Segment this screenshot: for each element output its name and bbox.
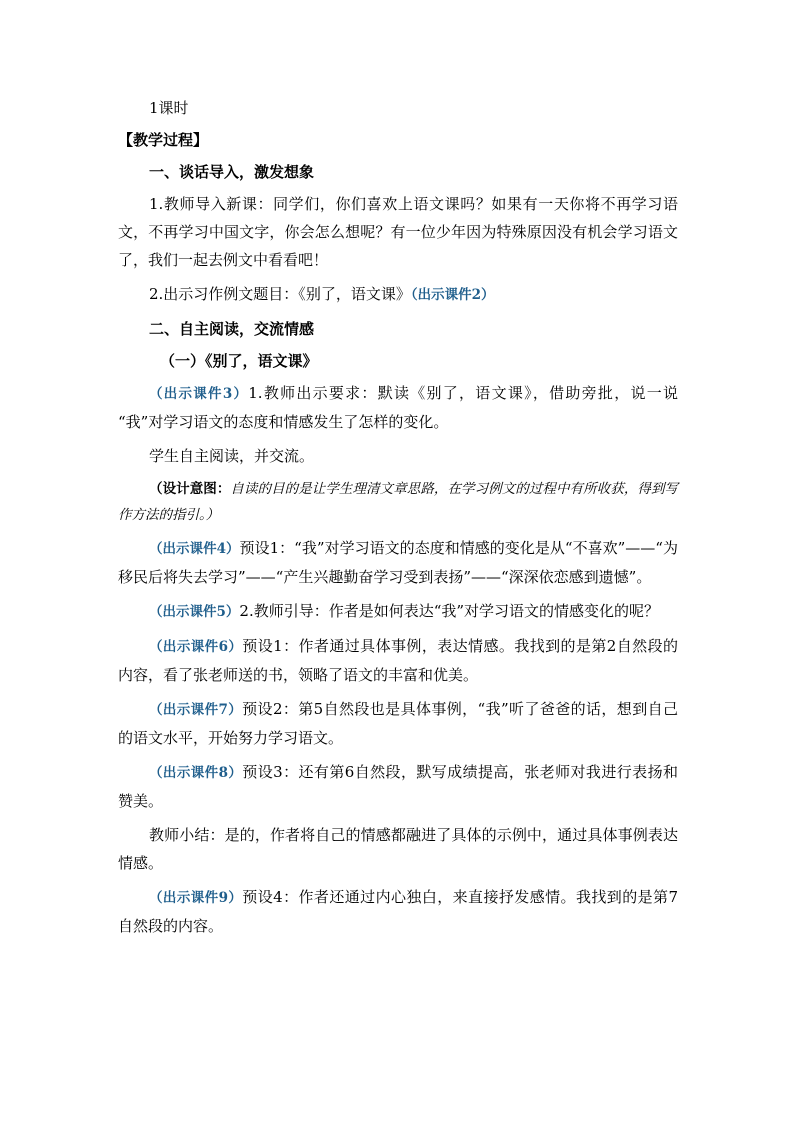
paragraph-text: 预设3：还有第6自然段，默写成绩提高，张老师对我进行表扬和赞美。: [118, 763, 678, 810]
slide-tag: （出示课件3）: [149, 386, 249, 402]
document-page: [118, 94, 678, 940]
paragraph-example3: [118, 758, 678, 815]
note-text: 自读的目的是让学生理清文章思路，在学习例文的过程中有所收获，得到写作方法的指引。）: [118, 481, 679, 523]
paragraph-example4: [118, 883, 678, 940]
paragraph-self-reading: 学生自主阅读，并交流。: [149, 447, 315, 465]
slide-tag: （出示课件6）: [149, 639, 243, 655]
paragraph-preset1: [118, 534, 678, 591]
paragraph-title-show: [118, 280, 678, 309]
slide-tag: （出示课件5）: [149, 604, 240, 620]
paragraph-example1: [118, 632, 678, 689]
paragraph-example2: [118, 695, 678, 752]
paragraph-text: 2.教师引导：作者是如何表达“我”对学习语文的情感变化的呢？: [239, 602, 660, 620]
paragraph-text: 2.出示习作例文题目：《别了，语文课》: [149, 285, 411, 303]
lesson-hours: 1课时: [149, 99, 189, 117]
slide-tag: （出示课件9）: [149, 890, 243, 906]
paragraph-text: 预设4：作者还通过内心独白，来直接抒发感情。我找到的是第7自然段的内容。: [118, 888, 678, 935]
subsection1-title: （一）《别了，语文课》: [160, 352, 318, 370]
design-intent-note: [118, 476, 678, 528]
slide-tag: （出示课件7）: [149, 702, 243, 718]
slide-tag: （出示课件8）: [149, 765, 243, 781]
note-label: （设计意图：: [149, 481, 231, 497]
section1-title: 一、谈话导入，激发想象: [149, 163, 315, 181]
section2-title: 二、自主阅读，交流情感: [149, 320, 315, 338]
paragraph-text: 预设1：作者通过具体事例，表达情感。我找到的是第2自然段的内容，看了张老师送的书，领略了语文的丰富和优美。: [118, 637, 678, 684]
paragraph-summary: 教师小结：是的，作者将自己的情感都融进了具体的示例中，通过具体事例表达情感。: [118, 826, 678, 872]
paragraph-intro: 1.教师导入新课：同学们，你们喜欢上语文课吗？如果有一天你将不再学习语文，不再学习中国文字，你会怎么想呢？有一位少年因为特殊原因没有机会学习语文了，我们一起去例文中看看吧！: [118, 195, 678, 269]
paragraph-guidance: [118, 597, 678, 626]
process-heading: 【教学过程】: [118, 131, 209, 149]
paragraph-requirement: [118, 379, 678, 436]
slide-tag: （出示课件4）: [149, 541, 240, 557]
paragraph-text: 1.教师出示要求：默读《别了，语文课》，借助旁批，说一说 “我”对学习语文的态度和情感发生了怎样的变化。: [118, 384, 678, 431]
paragraph-text: 预设1：“我”对学习语文的态度和情感的变化是从“不喜欢”——“为移民后将失去学习”——“产生兴趣勤奋学习受到表扬”——“深深依恋感到遗憾”。: [118, 539, 678, 586]
slide-tag: （出示课件2）: [410, 287, 495, 303]
paragraph-text: 预设2：第5自然段也是具体事例，“我”听了爸爸的话，想到自己的语文水平，开始努力学习语文。: [118, 700, 678, 747]
